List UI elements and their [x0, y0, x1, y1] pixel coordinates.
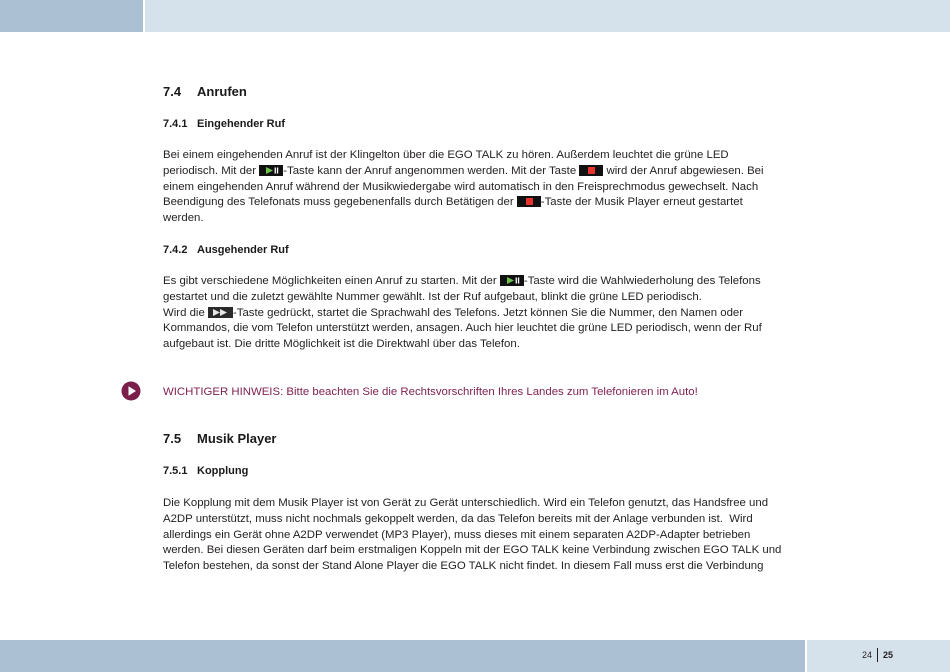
- subsection-number: 7.4.2: [163, 244, 188, 256]
- notice-arrow-icon: [121, 381, 141, 401]
- paragraph-outgoing-call: [163, 274, 762, 353]
- important-notice: [163, 385, 698, 401]
- stop-icon: [579, 165, 603, 176]
- text-line: Bei einem eingehenden Anruf ist der Klingelton über die EGO TALK zu hören. Außerdem leuchtet die grüne LED: [163, 149, 729, 161]
- subsection-title: Kopplung: [197, 465, 249, 477]
- text-segment: periodisch. Mit der: [163, 164, 260, 177]
- text-line: werden. Bei diesen Geräten darf beim erstmaligen Koppeln mit der EGO TALK keine Verbindung zwischen EGO TALK und: [163, 544, 782, 557]
- text-line: A2DP unterstützt, muss nicht nochmals gekoppelt werden, da das Telefon bereits mit der Anlage verbunden ist. Wird: [163, 512, 753, 525]
- paragraph-incoming-call: [163, 148, 764, 227]
- text-line: werden.: [163, 212, 204, 224]
- notice-text: Bitte beachten Sie die Rechtsvorschriften Ihres Landes zum Telefonieren im Auto!: [286, 386, 698, 398]
- section-title: Anrufen: [197, 84, 247, 99]
- text-segment: -Taste der Musik Player erneut gestartet: [540, 196, 743, 209]
- fast-forward-icon: [208, 307, 233, 318]
- text-segment: -Taste wird die Wahlwiederholung des Telefons: [523, 275, 761, 287]
- page-numbers: [862, 648, 893, 662]
- text-line: gestartet und die zuletzt gewählte Nummer gewählt. Ist der Ruf aufgebaut, blinkt die grüne LED periodisch.: [163, 290, 702, 303]
- subsection-title: Eingehender Ruf: [197, 118, 286, 130]
- play-pause-icon: [500, 275, 524, 286]
- text-segment: wird der Anruf abgewiesen. Bei: [603, 164, 764, 177]
- section-title: Musik Player: [197, 431, 277, 446]
- text-segment: Wird die: [163, 306, 208, 319]
- subsection-heading-7-4-1: [163, 116, 285, 132]
- subsection-number: 7.5.1: [163, 465, 188, 477]
- text-segment: Beendigung des Telefonats muss gegebenenfalls durch Betätigen der: [163, 196, 517, 209]
- header-bar-right: [145, 0, 950, 32]
- text-line: Kommandos, die vom Telefon unterstützt werden, ansagen. Auch hier leuchtet die grüne LED periodisch, wenn der Ruf: [163, 322, 762, 335]
- text-line: Telefon bestehen, da sonst der Stand Alone Player die EGO TALK nicht findet. In diesem Fall muss erst die Verbindung: [163, 560, 764, 572]
- section-number: 7.5: [163, 431, 182, 446]
- subsection-heading-7-5-1: [163, 463, 248, 479]
- text-line: [163, 195, 764, 211]
- text-line: Die Kopplung mit dem Musik Player ist von Gerät zu Gerät unterschiedlich. Wird ein Telefon genutzt, das Handsfree und: [163, 497, 769, 509]
- text-line: [163, 164, 764, 180]
- page-number-left: 24: [862, 648, 878, 662]
- text-segment: -Taste gedrückt, startet die Sprachwahl des Telefons. Jetzt können Sie die Nummer, den Namen oder: [232, 306, 744, 319]
- text-line: [163, 306, 762, 322]
- notice-label: WICHTIGER HINWEIS:: [163, 386, 284, 398]
- section-heading-7-4: [163, 84, 247, 100]
- text-segment: Es gibt verschiedene Möglichkeiten einen Anruf zu starten. Mit der: [163, 275, 500, 287]
- header-bar-left: [0, 0, 143, 32]
- text-line: einem eingehenden Anruf während der Musikwiedergabe wird automatisch in den Freisprechmodus gewechselt. Nach: [163, 180, 759, 193]
- page-number-right: 25: [883, 650, 894, 660]
- paragraph-pairing: [163, 496, 781, 575]
- text-line: aufgebaut ist. Die dritte Möglichkeit ist die Direktwahl über das Telefon.: [163, 338, 520, 350]
- footer-bar-left: [0, 640, 805, 672]
- subsection-title: Ausgehender Ruf: [197, 244, 289, 256]
- subsection-heading-7-4-2: [163, 242, 289, 258]
- stop-icon: [517, 196, 541, 207]
- play-pause-icon: [259, 165, 283, 176]
- text-segment: -Taste kann der Anruf angenommen werden. Mit der Taste: [283, 164, 580, 177]
- section-heading-7-5: [163, 431, 277, 447]
- section-number: 7.4: [163, 84, 182, 99]
- text-line: allerdings ein Gerät ohne A2DP verwendet (MP3 Player), muss dieses mit einem separaten A2DP-Adapter betrieben: [163, 528, 751, 541]
- subsection-number: 7.4.1: [163, 118, 188, 130]
- text-line: [163, 274, 762, 290]
